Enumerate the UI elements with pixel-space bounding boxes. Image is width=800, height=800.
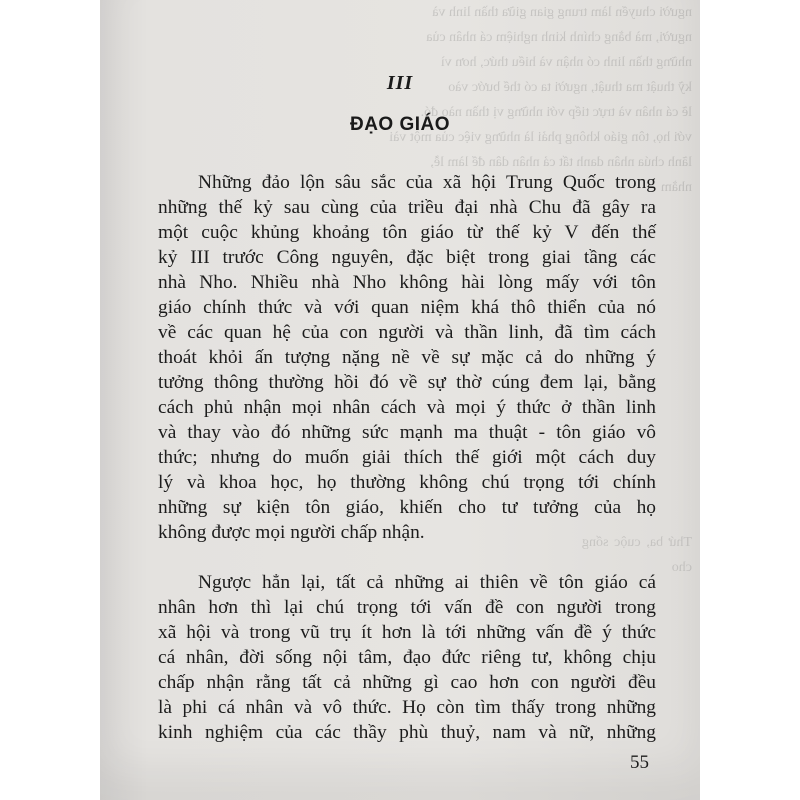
text-line: nhân hơn thì lại chú trọng tới vấn đề con người trong xyxy=(158,597,656,618)
text-line: cách phủ nhận mọi nhân cách và mọi ý thức ở thần linh xyxy=(158,397,656,418)
chapter-number: III xyxy=(386,72,414,94)
text-line: giáo chính thức và với quan niệm khá thô thiển của nó xyxy=(158,297,656,318)
text-line: một cuộc khủng khoảng tôn giáo từ thế kỷ V đến thế xyxy=(158,222,656,243)
page-number: 55 xyxy=(630,752,649,773)
book-page xyxy=(100,0,700,800)
paragraph-1 xyxy=(158,170,656,570)
text-line: thoát khỏi ấn tượng nặng nề về sự mặc cả do những ý xyxy=(158,347,656,368)
text-line: chấp nhận rằng tất cả những gì cao hơn con người đều xyxy=(158,672,656,693)
text-line: lý và khoa học, họ thường không chú trọng tới chính xyxy=(158,472,656,493)
text-line: kinh nghiệm của các thầy phù thuỷ, nam và nữ, những xyxy=(158,722,656,743)
text-line: cá nhân, đời sống nội tâm, đạo đức riêng tư, không chịu xyxy=(158,647,656,668)
bleed-through-text-lower: Thứ ba, cuộc sống cho xyxy=(582,535,692,575)
text-line: kỷ III trước Công nguyên, đặc biệt trong giai tầng các xyxy=(158,247,656,268)
text-line: nhà Nho. Nhiều nhà Nho không hài lòng mấy với tôn xyxy=(158,272,656,293)
paragraph-2 xyxy=(158,570,656,770)
text-line: tưởng thông thường hồi đó về sự thờ cúng đem lại, bằng xyxy=(158,372,656,393)
text-line xyxy=(158,545,656,570)
text-line: xã hội và trong vũ trụ ít hơn là tới những vấn đề ý thức xyxy=(158,622,656,643)
bleed-through-text: người chuyển làm trung gian giữa thần linh và người, mà bằng chính kinh nghiệm cá nhân của những thần linh có nhận và hiểu thức, hơn vì kỹ thuật ma thuật, người ta có thể bước vào lẽ cá nhân và trực tiếp với những vị thần nào đó. với họ, tôn giáo không phải là những việc của một vài lãnh chúa nhân danh tất cả nhân dân để làm lễ, nhằm xyxy=(389,5,692,195)
text-line: Những đảo lộn sâu sắc của xã hội Trung Quốc trong xyxy=(198,172,656,193)
text-line: Ngược hẳn lại, tất cả những ai thiên về tôn giáo cá xyxy=(198,572,656,593)
text-line xyxy=(158,745,656,770)
chapter-title: ĐẠO GIÁO xyxy=(349,114,451,135)
text-line: là phi cá nhân và vô thức. Họ còn tìm thấy trong những xyxy=(158,697,656,718)
text-line: và thay vào đó những sức mạnh ma thuật - tôn giáo vô xyxy=(158,422,656,443)
text-line: thức; nhưng do muốn giải thích thế giới một cách duy xyxy=(158,447,656,468)
text-line: về các quan hệ của con người và thần linh, đã tìm cách xyxy=(158,322,656,343)
text-line: không được mọi người chấp nhận. xyxy=(158,522,425,543)
text-line: những thế kỷ sau cùng của triều đại nhà Chu đã gây ra xyxy=(158,197,656,218)
text-line: những sự kiện tôn giáo, khiến cho tư tưởng của họ xyxy=(158,497,656,518)
